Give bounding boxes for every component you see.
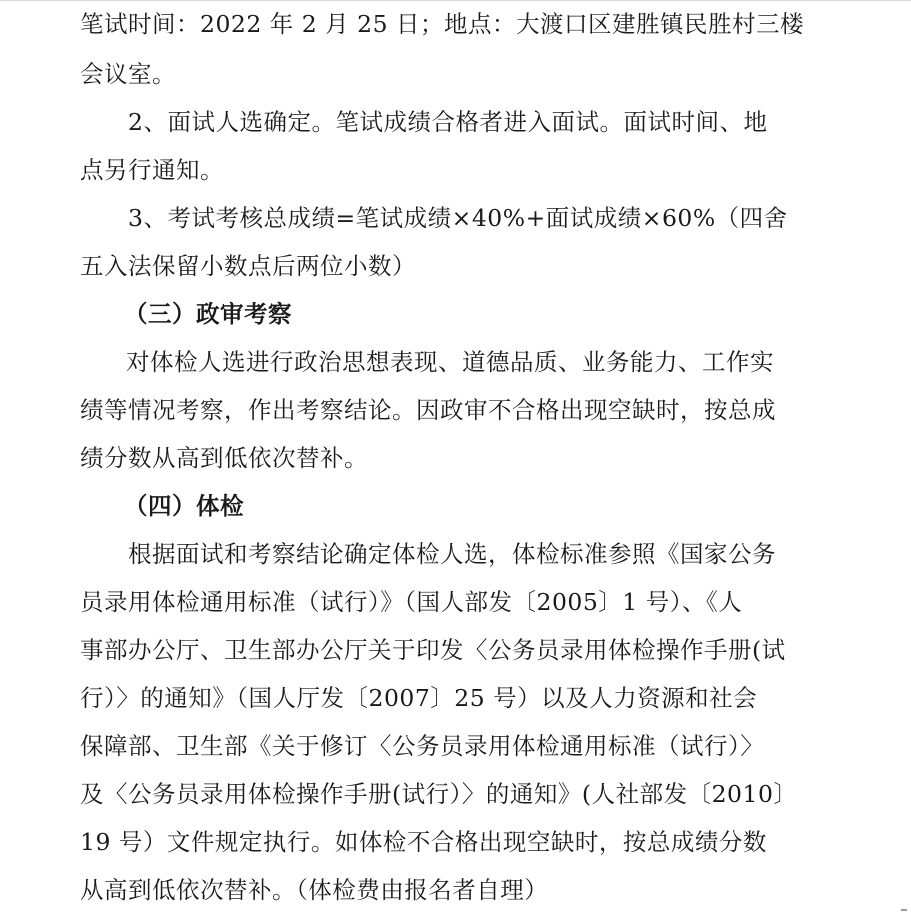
text-line: 从高到低依次替补。（体检费由报名者自理） bbox=[80, 876, 549, 904]
text-line: 对体检人选进行政治思想表现、道德品质、业务能力、工作实 bbox=[126, 348, 774, 376]
section-heading: （三）政审考察 bbox=[124, 300, 292, 328]
text-line: 会议室。 bbox=[80, 60, 176, 88]
text-line: 根据面试和考察结论确定体检人选，体检标准参照《国家公务 bbox=[128, 540, 776, 568]
text-line: 五入法保留小数点后两位小数） bbox=[80, 252, 416, 280]
text-line: 19 号）文件规定执行。如体检不合格出现空缺时，按总成绩分数 bbox=[80, 828, 767, 856]
text-line: 及〈公务员录用体检操作手册(试行）〉的通知》(人社部发〔2010〕 bbox=[80, 780, 798, 808]
text-line: 绩分数从高到低依次替补。 bbox=[80, 444, 368, 472]
text-line: 笔试时间：2022 年 2 月 25 日；地点：大渡口区建胜镇民胜村三楼 bbox=[80, 10, 805, 38]
text-line: 点另行通知。 bbox=[80, 156, 224, 184]
text-line: 2、面试人选确定。笔试成绩合格者进入面试。面试时间、地 bbox=[128, 108, 768, 136]
text-line: 事部办公厅、卫生部办公厅关于印发〈公务员录用体检操作手册(试 bbox=[80, 636, 786, 664]
text-line: 绩等情况考察，作出考察结论。因政审不合格出现空缺时，按总成 bbox=[80, 396, 776, 424]
section-heading: （四）体检 bbox=[124, 492, 244, 520]
page-corner-mark bbox=[901, 909, 907, 911]
text-line: 行）〉的通知》（国人厅发〔2007〕25 号）以及人力资源和社会 bbox=[80, 684, 758, 712]
text-line: 3、考试考核总成绩=笔试成绩×40%+面试成绩×60%（四舍 bbox=[128, 204, 788, 232]
text-line: 保障部、卫生部《关于修订〈公务员录用体检通用标准（试行）〉 bbox=[80, 732, 765, 760]
text-line: 员录用体检通用标准（试行）》（国人部发〔2005〕1 号）、《人 bbox=[80, 588, 743, 616]
